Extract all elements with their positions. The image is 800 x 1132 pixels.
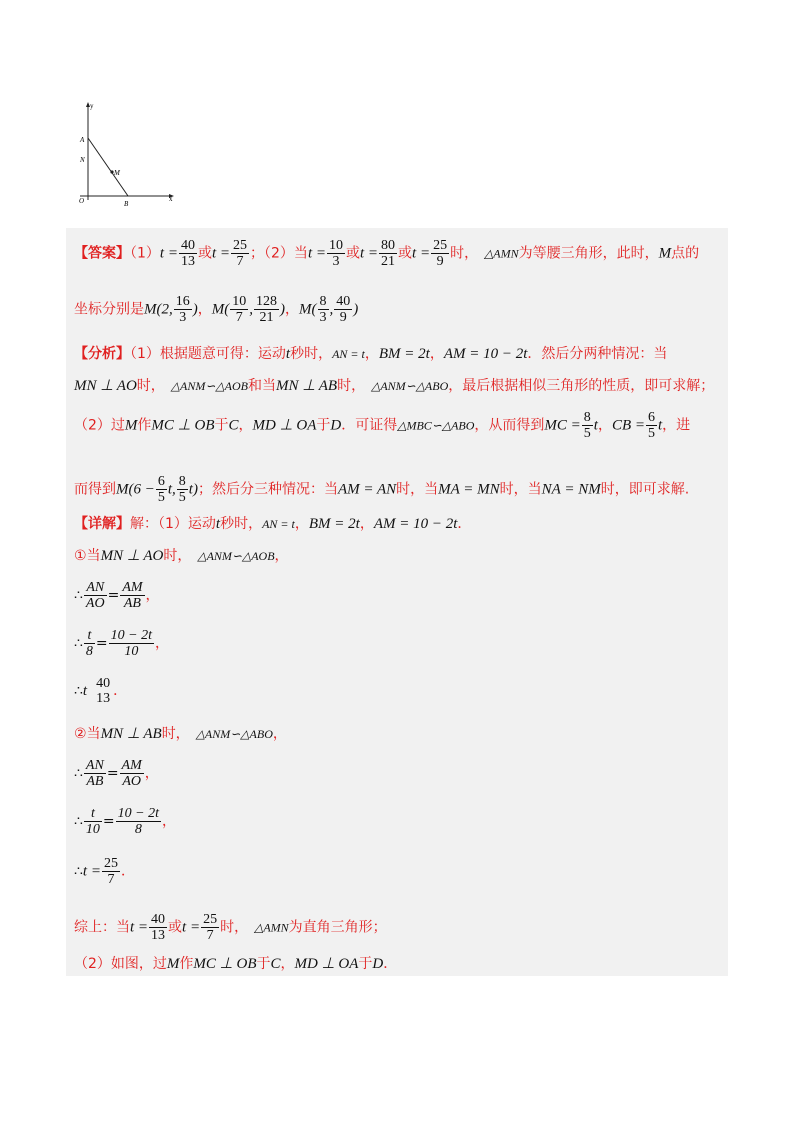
answer-part1: （1） xyxy=(130,245,160,262)
frac-den: 21 xyxy=(259,310,274,325)
detail-text: 于 xyxy=(256,956,271,972)
expr: CB = xyxy=(611,417,645,434)
frac-den: 9 xyxy=(436,254,444,269)
therefore-symbol: ∴ xyxy=(74,863,83,880)
expr: t = xyxy=(82,863,101,880)
coord-m3: M( xyxy=(299,301,317,318)
expr: MC ⊥ OB xyxy=(151,417,215,434)
solution-panel xyxy=(66,228,728,976)
analysis-text: 和当 xyxy=(247,378,276,394)
analysis-text: 而得到 xyxy=(74,481,116,498)
analysis-line-4 xyxy=(74,474,689,505)
fraction xyxy=(84,628,95,659)
frac-den: 10 xyxy=(85,822,100,837)
expr: MD ⊥ OA xyxy=(252,417,317,434)
analysis-text: ；然后分三种情况：当 xyxy=(197,481,338,498)
frac-num: 25 xyxy=(103,856,118,871)
frac-den: AO xyxy=(122,774,141,789)
expr-am: AM = 10 − 2t xyxy=(373,516,458,532)
fraction xyxy=(231,238,249,269)
coord-m1: M(2, xyxy=(144,301,173,318)
frac-num: 6 xyxy=(157,474,165,489)
fraction xyxy=(379,238,397,269)
frac-den: 13 xyxy=(96,691,111,706)
detail-text: ①当 xyxy=(74,548,101,564)
expr: t) xyxy=(188,481,198,498)
fraction xyxy=(177,474,188,505)
detail-text: 于 xyxy=(358,956,373,972)
frac-den: 13 xyxy=(151,928,166,943)
fraction xyxy=(318,294,329,325)
expr: MC ⊥ OB xyxy=(193,956,257,972)
frac-den: 13 xyxy=(180,254,195,269)
expr-am: AM = 10 − 2t xyxy=(443,346,528,362)
fraction xyxy=(254,294,279,325)
detail-tag: 【详解】 xyxy=(74,516,130,532)
fraction xyxy=(102,856,120,887)
frac-num: AN xyxy=(84,580,107,596)
frac-den: 7 xyxy=(236,254,244,269)
frac-num: 40 xyxy=(96,676,111,691)
expr: AM = AN xyxy=(337,481,397,498)
analysis-text: ．然后分两种情况：当 xyxy=(527,346,668,362)
frac-num: 10 xyxy=(232,294,247,309)
therefore-symbol: ∴ xyxy=(74,587,83,604)
frac-den: AO xyxy=(85,596,105,611)
var-m: M xyxy=(658,245,672,262)
analysis-line-3 xyxy=(74,410,690,441)
analysis-text: 于 xyxy=(214,417,229,434)
triangle-amn: △AMN xyxy=(484,246,519,261)
fraction xyxy=(84,806,102,837)
fraction xyxy=(94,676,112,706)
fraction xyxy=(156,474,167,505)
answer-sep: ；（2）当 xyxy=(250,245,308,262)
expr-bm: BM = 2t xyxy=(308,516,360,532)
detail-text: ， xyxy=(274,548,289,564)
frac-num: 10 − 2t xyxy=(117,806,159,821)
coord-m2: M( xyxy=(211,301,230,318)
expr: t, xyxy=(167,481,176,498)
analysis-line-2 xyxy=(74,376,714,396)
fraction xyxy=(431,238,449,269)
expr-an: AN = t xyxy=(332,347,365,361)
fraction xyxy=(334,294,352,325)
frac-num: 10 xyxy=(328,238,343,253)
frac-den: 21 xyxy=(381,254,396,269)
label-y: y xyxy=(90,102,94,110)
label-x: x xyxy=(169,195,173,203)
fraction xyxy=(84,758,106,789)
frac-den: 8 xyxy=(134,822,142,837)
var-c: C xyxy=(228,417,239,434)
analysis-text: 秒时， xyxy=(290,346,333,362)
answer-t-eq-2: t = xyxy=(211,245,231,262)
isosceles-text: 为等腰三角形，此时， xyxy=(518,245,659,262)
or-text: 或 xyxy=(197,245,212,262)
fraction xyxy=(582,410,593,441)
analysis-text: （2）过 xyxy=(74,417,125,434)
frac-num: 10 − 2t xyxy=(110,628,152,643)
detail-text: ， xyxy=(280,956,295,972)
case-1-line xyxy=(74,546,289,566)
therefore-symbol: ∴ xyxy=(74,813,83,830)
var-d: D xyxy=(330,417,342,434)
frac-den: 3 xyxy=(332,254,340,269)
detail-text: 时， xyxy=(163,548,192,564)
expr: △MBC∽△ABO xyxy=(397,418,475,433)
case-1-ratio-1: ∴ $\frac{AN}{AO}$ = $\frac{AM}{AB}$ ， xyxy=(74,580,160,611)
var-t: t xyxy=(285,346,291,362)
frac-num: 40 xyxy=(180,238,195,253)
frac-den: AB xyxy=(123,596,141,611)
frac-den: 5 xyxy=(648,426,655,441)
case-2-ratio-2: ∴ $\frac{t}{10}$ = $\frac{10 - 2t}{8}$ ， xyxy=(74,806,176,837)
expr: △ANM∽△AOB xyxy=(197,549,275,563)
fraction xyxy=(116,806,161,837)
frac-num: AM xyxy=(121,758,142,773)
expr: MA = MN xyxy=(438,481,500,498)
frac-den: 3 xyxy=(179,310,187,325)
fraction xyxy=(646,410,657,441)
detail-text: ． xyxy=(120,863,135,880)
var-m: M xyxy=(124,417,138,434)
frac-num: 25 xyxy=(233,238,248,253)
fraction xyxy=(230,294,248,325)
detail-text: （2）如图，过 xyxy=(74,956,167,972)
detail-text: ， xyxy=(155,635,169,652)
detail-text: ②当 xyxy=(74,726,101,742)
frac-den: 3 xyxy=(319,310,327,325)
coordinate-figure xyxy=(68,100,178,208)
expr: MC = xyxy=(544,417,581,434)
frac-den: AB xyxy=(86,774,104,789)
frac-den: 10 xyxy=(124,644,139,659)
answer-t-eq-5: t = xyxy=(412,245,431,262)
triangle-amn: △AMN xyxy=(254,920,289,935)
detail-text: 时， xyxy=(161,726,190,742)
label-a: A xyxy=(80,136,85,144)
var-c: C xyxy=(270,956,281,972)
segment-ab xyxy=(88,138,128,196)
analysis-text: ， xyxy=(597,417,612,434)
frac-num: 8 xyxy=(583,410,591,425)
case-1-ratio-2: ∴ $\frac{t}{8}$ = $\frac{10 - 2t}{10}$ ， xyxy=(74,628,169,659)
frac-num: 40 xyxy=(336,294,351,309)
var-d: D xyxy=(372,956,384,972)
detail-text: ． xyxy=(383,956,398,972)
frac-den: 5 xyxy=(157,490,165,505)
frac-den: 8 xyxy=(85,644,93,659)
var-t: t xyxy=(215,516,221,532)
frac-num: 16 xyxy=(175,294,190,309)
analysis-text: ，进 xyxy=(662,417,691,434)
frac-den: 7 xyxy=(107,872,115,887)
frac-num: 8 xyxy=(178,474,186,489)
expr: MN ⊥ AB xyxy=(275,378,338,394)
when-text: 时， xyxy=(450,245,479,262)
fraction xyxy=(109,628,154,659)
detail-line-1: 【详解】解：（1）运动t秒时，AN = t，BM = 2t，AM = 10 − 2t． xyxy=(74,516,472,532)
coord-text: 坐标分别是 xyxy=(74,301,144,318)
frac-num: AM xyxy=(122,580,143,595)
detail-text: 作 xyxy=(179,956,194,972)
answer-line-1 xyxy=(74,238,699,269)
frac-num: 40 xyxy=(151,912,166,927)
analysis-text: 时，当 xyxy=(499,481,542,498)
label-m: M xyxy=(114,169,120,177)
frac-den: 7 xyxy=(206,928,214,943)
frac-num: t xyxy=(84,806,102,822)
expr: MN ⊥ AO xyxy=(74,378,137,394)
answer-t-eq-4: t = xyxy=(359,245,379,262)
detail-text: ． xyxy=(113,683,128,699)
frac-num: t xyxy=(84,628,95,644)
fraction xyxy=(149,912,167,943)
fraction xyxy=(179,238,197,269)
frac-num: 128 xyxy=(256,294,277,309)
therefore-symbol: ∴ xyxy=(74,765,83,782)
detail-text: ， xyxy=(144,765,159,782)
frac-num: 6 xyxy=(648,410,655,425)
expr: t = xyxy=(130,919,149,936)
analysis-text: ，最后根据相似三角形的性质，即可求解； xyxy=(448,378,715,394)
analysis-text: 于 xyxy=(316,417,331,434)
frac-den: 9 xyxy=(339,310,347,325)
part-2-line xyxy=(74,954,397,974)
analysis-text: ．可证得 xyxy=(341,417,398,434)
detail-text: 秒时， xyxy=(220,516,263,532)
frac-num: 25 xyxy=(203,912,218,927)
fraction xyxy=(84,580,107,611)
var-t: t xyxy=(82,683,88,699)
detail-text: 解：（1）运动 xyxy=(130,516,216,532)
answer-t-eq-3: t = xyxy=(307,245,326,262)
analysis-text: （1）根据题意可得：运动 xyxy=(130,346,286,362)
expr: MN ⊥ AO xyxy=(100,548,164,564)
or-text: 或 xyxy=(345,245,360,262)
summary-line xyxy=(74,912,387,943)
when-text: 时， xyxy=(220,919,249,936)
frac-den: 5 xyxy=(178,490,186,505)
answer-tag: 【答案】 xyxy=(74,245,130,262)
label-o: O xyxy=(79,197,85,205)
expr: NA = NM xyxy=(541,481,601,498)
fraction xyxy=(120,580,144,611)
var-m: M xyxy=(166,956,180,972)
case-2-ratio-1: ∴ $\frac{AN}{AB}$ = $\frac{AM}{AO}$ ， xyxy=(74,758,159,789)
analysis-text: ，从而得到 xyxy=(474,417,545,434)
analysis-text: 时，当 xyxy=(396,481,439,498)
therefore-symbol: ∴ xyxy=(74,683,83,699)
point-text: 点的 xyxy=(671,245,700,262)
answer-line-2: 坐标分别是M(2, $\frac{16}{3}$ )，M( $\frac{10}{7}$ , $\frac{128}{21}$ )，M( $\frac{8}{3}$ , $\frac{40}{9}$ ) xyxy=(74,294,359,325)
label-b: B xyxy=(124,200,129,208)
frac-num: 8 xyxy=(319,294,327,309)
analysis-text: 时， xyxy=(136,378,165,394)
frac-num: 80 xyxy=(381,238,396,253)
detail-text: ， xyxy=(272,726,287,742)
fraction xyxy=(327,238,345,269)
expr: MN ⊥ AB xyxy=(100,726,162,742)
analysis-text: 时， xyxy=(337,378,366,394)
case-2-line xyxy=(74,724,287,744)
expr: t = xyxy=(182,919,201,936)
fraction xyxy=(201,912,219,943)
var-t: t xyxy=(658,417,663,434)
frac-den: 5 xyxy=(583,426,591,441)
expr-an: AN = t xyxy=(262,517,295,531)
frac-num: 25 xyxy=(433,238,448,253)
var-t: t xyxy=(593,417,598,434)
detail-text: ， xyxy=(162,813,176,830)
fraction xyxy=(120,758,144,789)
detail-text: 为直角三角形； xyxy=(288,919,387,936)
detail-text: ， xyxy=(145,587,160,604)
analysis-text: ， xyxy=(238,417,253,434)
analysis-line-1: 【分析】（1）根据题意可得：运动t秒时，AN = t，BM = 2t，AM = 10 − 2t．然后分两种情况：当 xyxy=(74,346,668,362)
therefore-symbol: ∴ xyxy=(74,635,83,652)
answer-t-eq: t = xyxy=(159,245,178,262)
label-n: N xyxy=(80,156,85,164)
frac-num: AN xyxy=(85,758,104,773)
expr: △ANM∽△AOB xyxy=(170,379,248,393)
analysis-text: 作 xyxy=(137,417,152,434)
expr: △ANM∽△ABO xyxy=(195,727,273,741)
case-2-result xyxy=(74,856,135,887)
detail-text: ． xyxy=(457,516,472,532)
expr: M(6 − xyxy=(116,481,155,498)
expr: △ANM∽△ABO xyxy=(371,379,449,393)
expr-bm: BM = 2t xyxy=(378,346,430,362)
frac-den: 7 xyxy=(235,310,243,325)
analysis-text: 时，即可求解. xyxy=(600,481,690,498)
expr: MD ⊥ OA xyxy=(294,956,359,972)
analysis-tag: 【分析】 xyxy=(74,346,130,362)
or-text: 或 xyxy=(168,919,183,936)
or-text: 或 xyxy=(398,245,413,262)
fraction xyxy=(174,294,192,325)
detail-text: 综上：当 xyxy=(74,919,130,936)
case-1-result xyxy=(74,676,127,706)
